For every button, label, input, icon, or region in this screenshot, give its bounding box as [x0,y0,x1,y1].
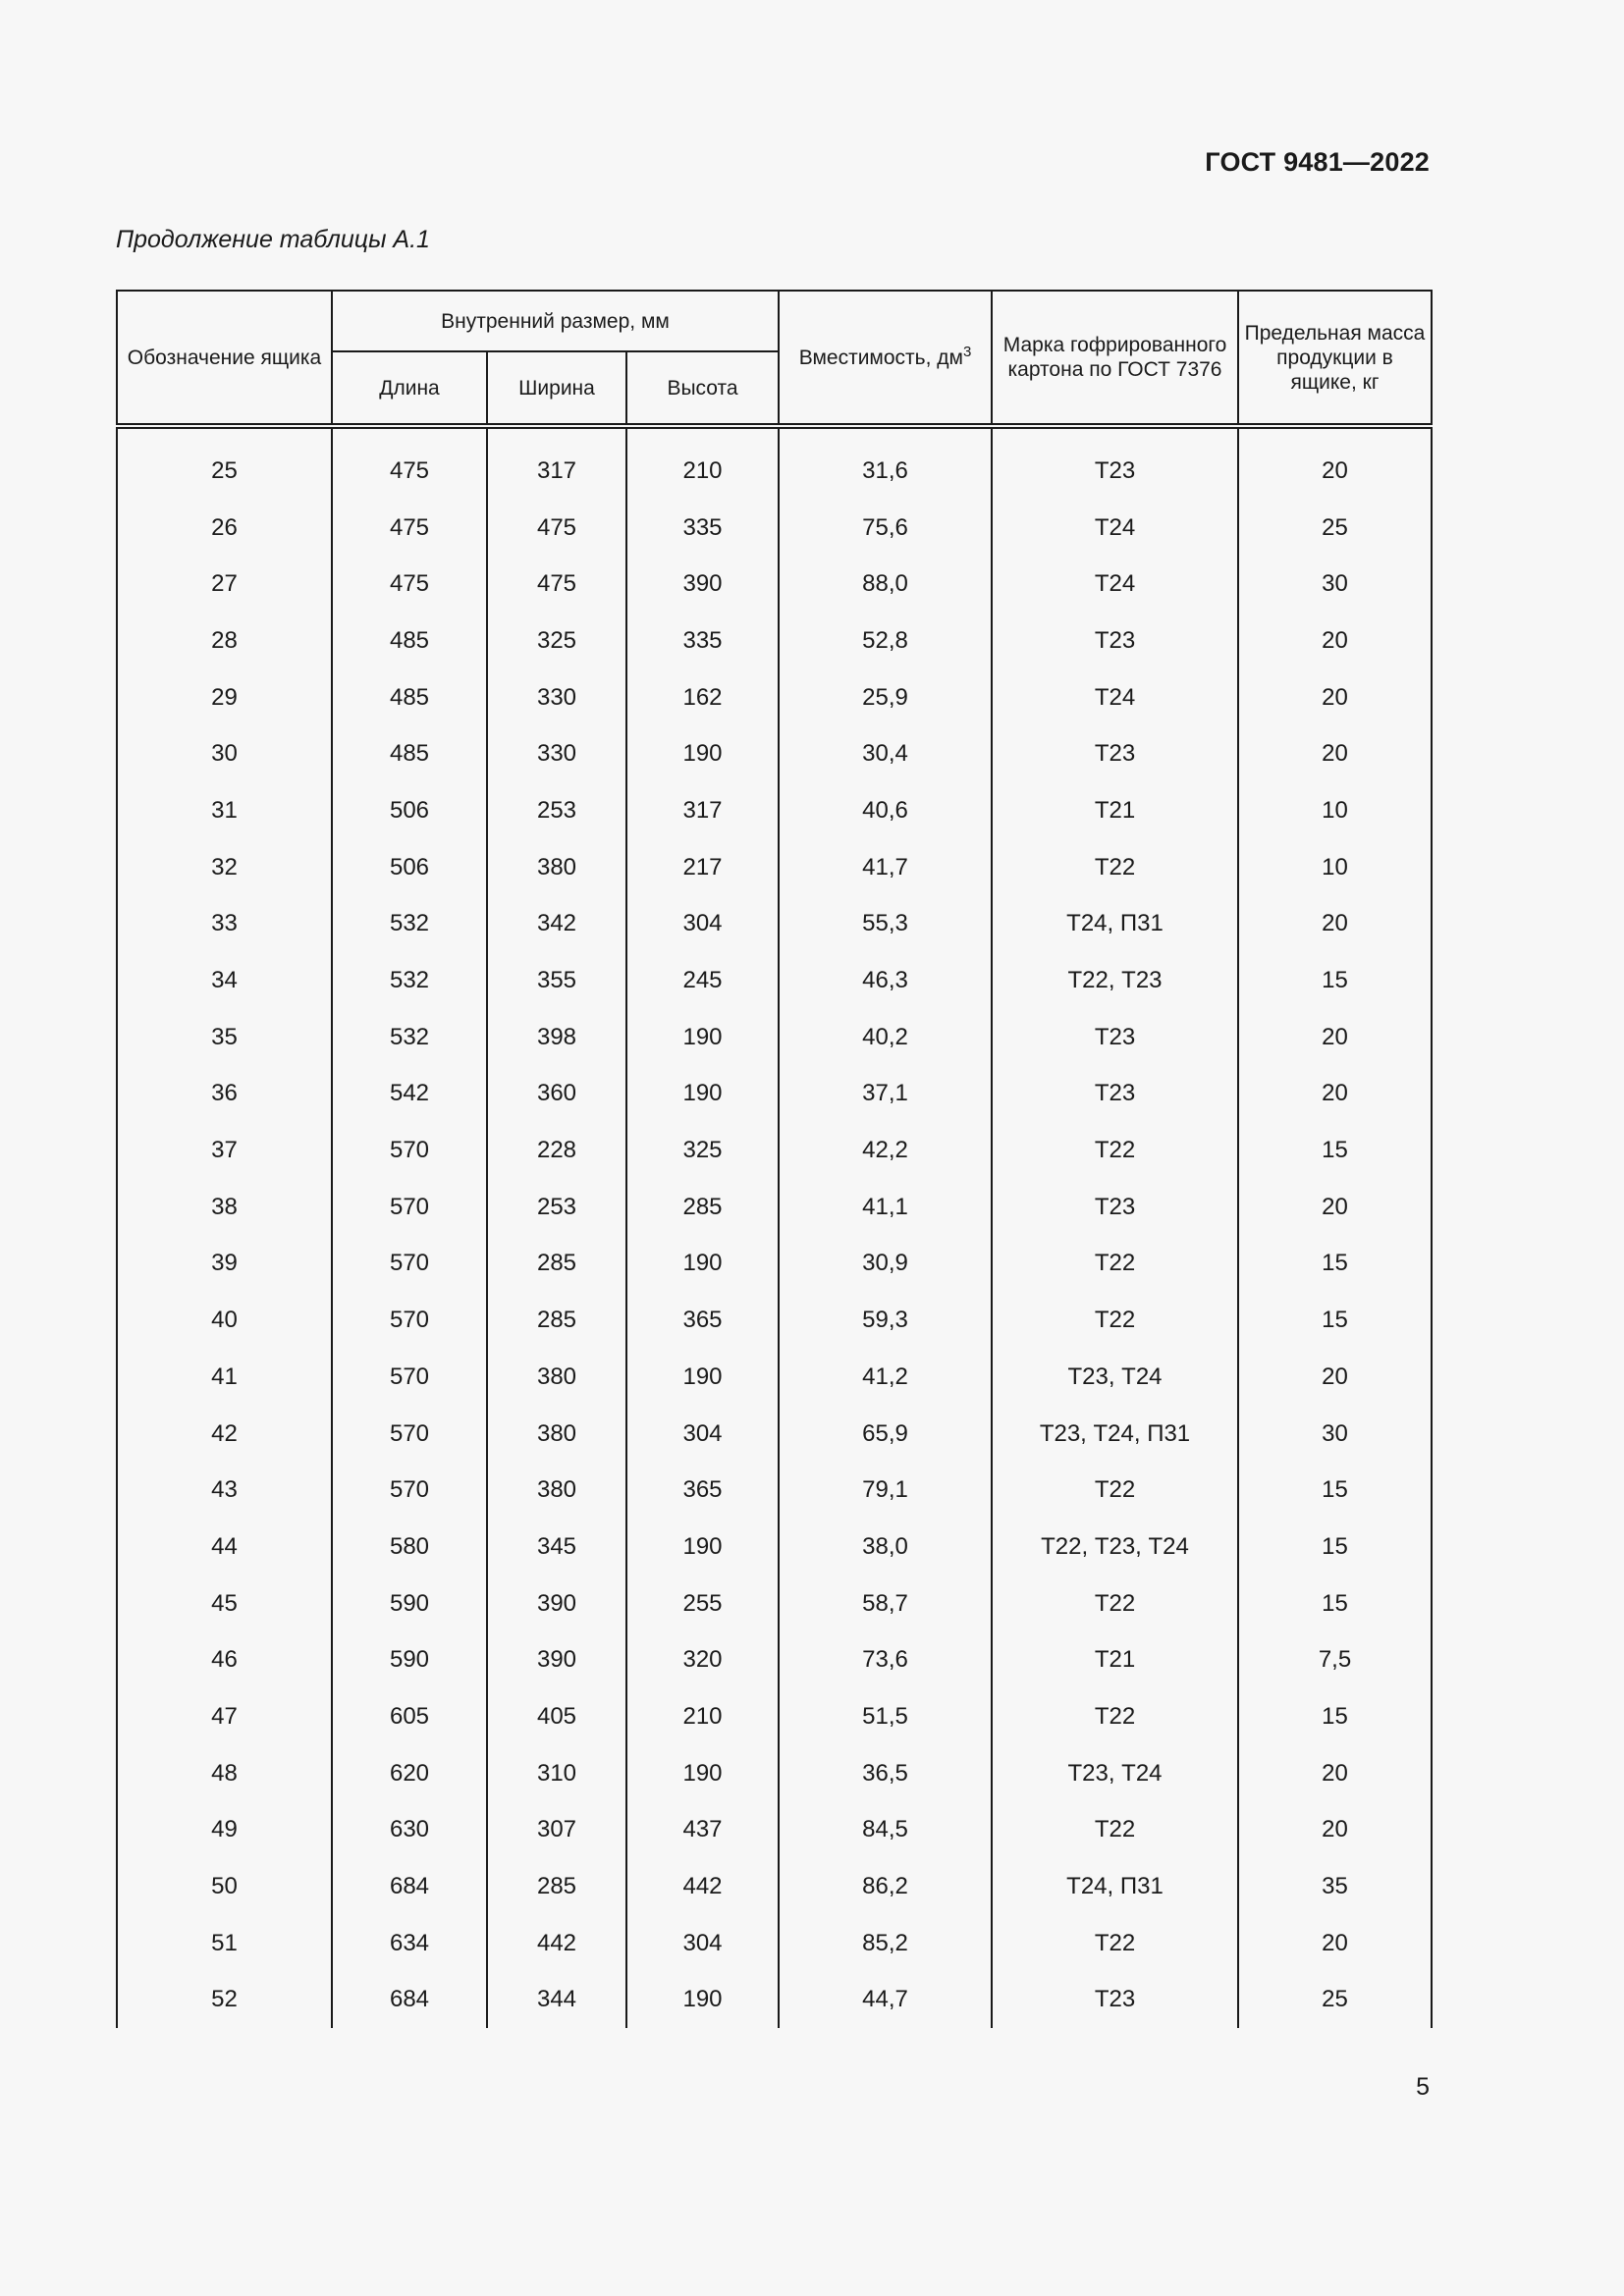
cell-width: 355 [487,952,626,1009]
cell-mass: 20 [1238,1915,1432,1972]
cell-mass: 10 [1238,839,1432,896]
cell-length: 684 [332,1858,487,1915]
cell-grade: Т23 [992,1066,1238,1123]
cell-mass: 10 [1238,782,1432,839]
cell-grade: Т23 [992,1179,1238,1236]
table-row [117,782,1432,839]
cell-length: 570 [332,1462,487,1519]
cell-mass: 15 [1238,1292,1432,1349]
table-row [117,1462,1432,1519]
cell-length: 485 [332,669,487,726]
cell-height: 190 [626,1066,779,1123]
cell-height: 365 [626,1462,779,1519]
cell-length: 542 [332,1066,487,1123]
cell-height: 190 [626,1236,779,1293]
cell-width: 307 [487,1802,626,1859]
cell-width: 285 [487,1236,626,1293]
cell-width: 253 [487,1179,626,1236]
cell-grade: Т22 [992,839,1238,896]
cell-mass: 35 [1238,1858,1432,1915]
cell-capacity: 46,3 [779,952,992,1009]
cell-designation: 45 [117,1575,332,1632]
cell-length: 580 [332,1519,487,1575]
cell-height: 325 [626,1122,779,1179]
table-row [117,1915,1432,1972]
cell-height: 442 [626,1858,779,1915]
cell-capacity: 75,6 [779,500,992,557]
cell-grade: Т21 [992,782,1238,839]
cell-capacity: 40,6 [779,782,992,839]
cell-length: 570 [332,1292,487,1349]
cell-width: 317 [487,426,626,500]
cell-designation: 49 [117,1802,332,1859]
standard-code: ГОСТ 9481—2022 [1205,147,1430,177]
cell-grade: Т24 [992,669,1238,726]
cell-mass: 15 [1238,1236,1432,1293]
cell-width: 380 [487,1462,626,1519]
cell-width: 325 [487,613,626,669]
cell-mass: 20 [1238,669,1432,726]
table-row [117,1575,1432,1632]
table-row [117,1745,1432,1802]
cell-mass: 15 [1238,1462,1432,1519]
cell-width: 344 [487,1972,626,2029]
cell-length: 532 [332,896,487,953]
cell-length: 630 [332,1802,487,1859]
cell-designation: 27 [117,556,332,613]
cell-width: 398 [487,1009,626,1066]
cell-width: 360 [487,1066,626,1123]
page-number: 5 [1416,2073,1430,2101]
cell-grade: Т22 [992,1292,1238,1349]
cell-designation: 25 [117,426,332,500]
cell-length: 590 [332,1631,487,1688]
cell-designation: 35 [117,1009,332,1066]
cell-mass: 15 [1238,1519,1432,1575]
cell-designation: 38 [117,1179,332,1236]
cell-length: 570 [332,1406,487,1463]
cell-length: 605 [332,1688,487,1745]
cell-grade: Т23 [992,725,1238,782]
cell-grade: Т22, Т23 [992,952,1238,1009]
cell-designation: 34 [117,952,332,1009]
table-row [117,1688,1432,1745]
cell-height: 335 [626,613,779,669]
cell-height: 217 [626,839,779,896]
cell-designation: 36 [117,1066,332,1123]
cell-designation: 33 [117,896,332,953]
table-row [117,1122,1432,1179]
cell-capacity: 59,3 [779,1292,992,1349]
cell-capacity: 65,9 [779,1406,992,1463]
header-width: Ширина [487,351,626,426]
cell-mass: 15 [1238,1575,1432,1632]
cell-height: 245 [626,952,779,1009]
cell-length: 532 [332,1009,487,1066]
cell-capacity: 41,2 [779,1349,992,1406]
cell-designation: 37 [117,1122,332,1179]
table-row [117,613,1432,669]
table-row [117,1236,1432,1293]
cell-designation: 31 [117,782,332,839]
cell-height: 210 [626,426,779,500]
cell-width: 390 [487,1631,626,1688]
cell-grade: Т22 [992,1462,1238,1519]
cell-designation: 30 [117,725,332,782]
cell-capacity: 40,2 [779,1009,992,1066]
table-row [117,896,1432,953]
cell-length: 570 [332,1179,487,1236]
cell-height: 190 [626,1519,779,1575]
cell-height: 190 [626,1745,779,1802]
cell-width: 253 [487,782,626,839]
cell-length: 620 [332,1745,487,1802]
cell-capacity: 30,4 [779,725,992,782]
cell-capacity: 30,9 [779,1236,992,1293]
cell-mass: 20 [1238,1745,1432,1802]
cell-designation: 39 [117,1236,332,1293]
cell-mass: 20 [1238,725,1432,782]
cell-height: 320 [626,1631,779,1688]
table-row [117,952,1432,1009]
cell-height: 317 [626,782,779,839]
cell-height: 190 [626,1972,779,2029]
header-capacity [779,291,992,426]
cell-width: 310 [487,1745,626,1802]
cell-designation: 52 [117,1972,332,2029]
cell-capacity: 79,1 [779,1462,992,1519]
cell-capacity: 58,7 [779,1575,992,1632]
table-row [117,556,1432,613]
table-row [117,1519,1432,1575]
cell-length: 590 [332,1575,487,1632]
cell-capacity: 73,6 [779,1631,992,1688]
cell-width: 390 [487,1575,626,1632]
cell-grade: Т23 [992,613,1238,669]
cell-capacity: 84,5 [779,1802,992,1859]
cell-capacity: 51,5 [779,1688,992,1745]
cell-height: 304 [626,1915,779,1972]
cell-length: 475 [332,556,487,613]
cell-designation: 29 [117,669,332,726]
cell-length: 485 [332,725,487,782]
cell-width: 405 [487,1688,626,1745]
cell-width: 345 [487,1519,626,1575]
header-grade: Марка гофрированного картона по ГОСТ 7376 [992,291,1238,426]
cell-width: 380 [487,839,626,896]
cell-mass: 20 [1238,1179,1432,1236]
cell-width: 285 [487,1858,626,1915]
cell-height: 190 [626,725,779,782]
header-designation: Обозначение ящика [117,291,332,426]
cell-length: 475 [332,426,487,500]
cell-mass: 20 [1238,896,1432,953]
cell-capacity: 37,1 [779,1066,992,1123]
cell-width: 380 [487,1406,626,1463]
cell-height: 335 [626,500,779,557]
cell-capacity: 41,1 [779,1179,992,1236]
cell-mass: 20 [1238,1349,1432,1406]
cell-grade: Т23, Т24 [992,1349,1238,1406]
cell-mass: 15 [1238,952,1432,1009]
cell-designation: 50 [117,1858,332,1915]
cell-length: 570 [332,1236,487,1293]
cell-grade: Т22 [992,1236,1238,1293]
cell-grade: Т23 [992,426,1238,500]
cell-capacity: 88,0 [779,556,992,613]
cell-designation: 47 [117,1688,332,1745]
cell-mass: 25 [1238,1972,1432,2029]
cell-height: 304 [626,896,779,953]
cell-length: 570 [332,1349,487,1406]
cell-mass: 15 [1238,1122,1432,1179]
cell-width: 442 [487,1915,626,1972]
table-row [117,1066,1432,1123]
cell-length: 506 [332,839,487,896]
table-row [117,1349,1432,1406]
cell-capacity: 44,7 [779,1972,992,2029]
table-row [117,1179,1432,1236]
table-row [117,839,1432,896]
cell-capacity: 25,9 [779,669,992,726]
table-row [117,1972,1432,2029]
cell-mass: 30 [1238,556,1432,613]
cell-width: 330 [487,669,626,726]
table-row [117,1292,1432,1349]
cell-designation: 28 [117,613,332,669]
cell-height: 255 [626,1575,779,1632]
table-row [117,669,1432,726]
cell-grade: Т22 [992,1575,1238,1632]
cell-mass: 30 [1238,1406,1432,1463]
cell-width: 380 [487,1349,626,1406]
cell-length: 485 [332,613,487,669]
cell-width: 475 [487,500,626,557]
table-row [117,1406,1432,1463]
cell-grade: Т24 [992,500,1238,557]
cell-width: 330 [487,725,626,782]
cell-grade: Т24, П31 [992,1858,1238,1915]
cell-grade: Т22, Т23, Т24 [992,1519,1238,1575]
cell-grade: Т23, Т24 [992,1745,1238,1802]
cell-designation: 32 [117,839,332,896]
cell-capacity: 85,2 [779,1915,992,1972]
cell-mass: 20 [1238,613,1432,669]
header-height: Высота [626,351,779,426]
cell-mass: 15 [1238,1688,1432,1745]
cell-grade: Т22 [992,1122,1238,1179]
cell-length: 684 [332,1972,487,2029]
cell-width: 228 [487,1122,626,1179]
cell-grade: Т24 [992,556,1238,613]
cell-mass: 25 [1238,500,1432,557]
cell-capacity: 38,0 [779,1519,992,1575]
cell-width: 285 [487,1292,626,1349]
cell-capacity: 86,2 [779,1858,992,1915]
cell-mass: 20 [1238,426,1432,500]
cell-height: 365 [626,1292,779,1349]
cell-height: 437 [626,1802,779,1859]
cell-height: 390 [626,556,779,613]
cell-height: 304 [626,1406,779,1463]
cell-height: 162 [626,669,779,726]
cell-designation: 48 [117,1745,332,1802]
cell-capacity: 31,6 [779,426,992,500]
cell-capacity: 52,8 [779,613,992,669]
cell-length: 506 [332,782,487,839]
cell-grade: Т24, П31 [992,896,1238,953]
cell-length: 532 [332,952,487,1009]
table-row [117,426,1432,500]
box-dimensions-table [116,290,1433,2028]
header-capacity-sup: 3 [962,343,972,360]
header-length: Длина [332,351,487,426]
cell-capacity: 55,3 [779,896,992,953]
cell-designation: 43 [117,1462,332,1519]
cell-length: 475 [332,500,487,557]
table-caption: Продолжение таблицы А.1 [116,226,430,253]
header-capacity-label: Вместимость, дм [798,346,963,369]
cell-designation: 41 [117,1349,332,1406]
cell-capacity: 41,7 [779,839,992,896]
cell-mass: 20 [1238,1066,1432,1123]
table-row [117,1009,1432,1066]
cell-length: 570 [332,1122,487,1179]
table-row [117,1802,1432,1859]
cell-designation: 42 [117,1406,332,1463]
cell-designation: 51 [117,1915,332,1972]
cell-grade: Т22 [992,1802,1238,1859]
cell-designation: 44 [117,1519,332,1575]
cell-mass: 20 [1238,1009,1432,1066]
cell-grade: Т23 [992,1972,1238,2029]
cell-width: 342 [487,896,626,953]
cell-designation: 26 [117,500,332,557]
cell-mass: 7,5 [1238,1631,1432,1688]
cell-width: 475 [487,556,626,613]
table-row [117,500,1432,557]
cell-height: 210 [626,1688,779,1745]
header-internal-size: Внутренний размер, мм [332,291,779,351]
table-row [117,1631,1432,1688]
cell-capacity: 42,2 [779,1122,992,1179]
header-mass: Предельная масса продукции в ящике, кг [1238,291,1432,426]
cell-grade: Т22 [992,1688,1238,1745]
cell-grade: Т21 [992,1631,1238,1688]
cell-grade: Т23, Т24, П31 [992,1406,1238,1463]
cell-mass: 20 [1238,1802,1432,1859]
table-row [117,725,1432,782]
cell-grade: Т23 [992,1009,1238,1066]
cell-length: 634 [332,1915,487,1972]
cell-capacity: 36,5 [779,1745,992,1802]
cell-height: 190 [626,1009,779,1066]
cell-designation: 40 [117,1292,332,1349]
cell-grade: Т22 [992,1915,1238,1972]
cell-height: 285 [626,1179,779,1236]
cell-designation: 46 [117,1631,332,1688]
table-row [117,1858,1432,1915]
cell-height: 190 [626,1349,779,1406]
